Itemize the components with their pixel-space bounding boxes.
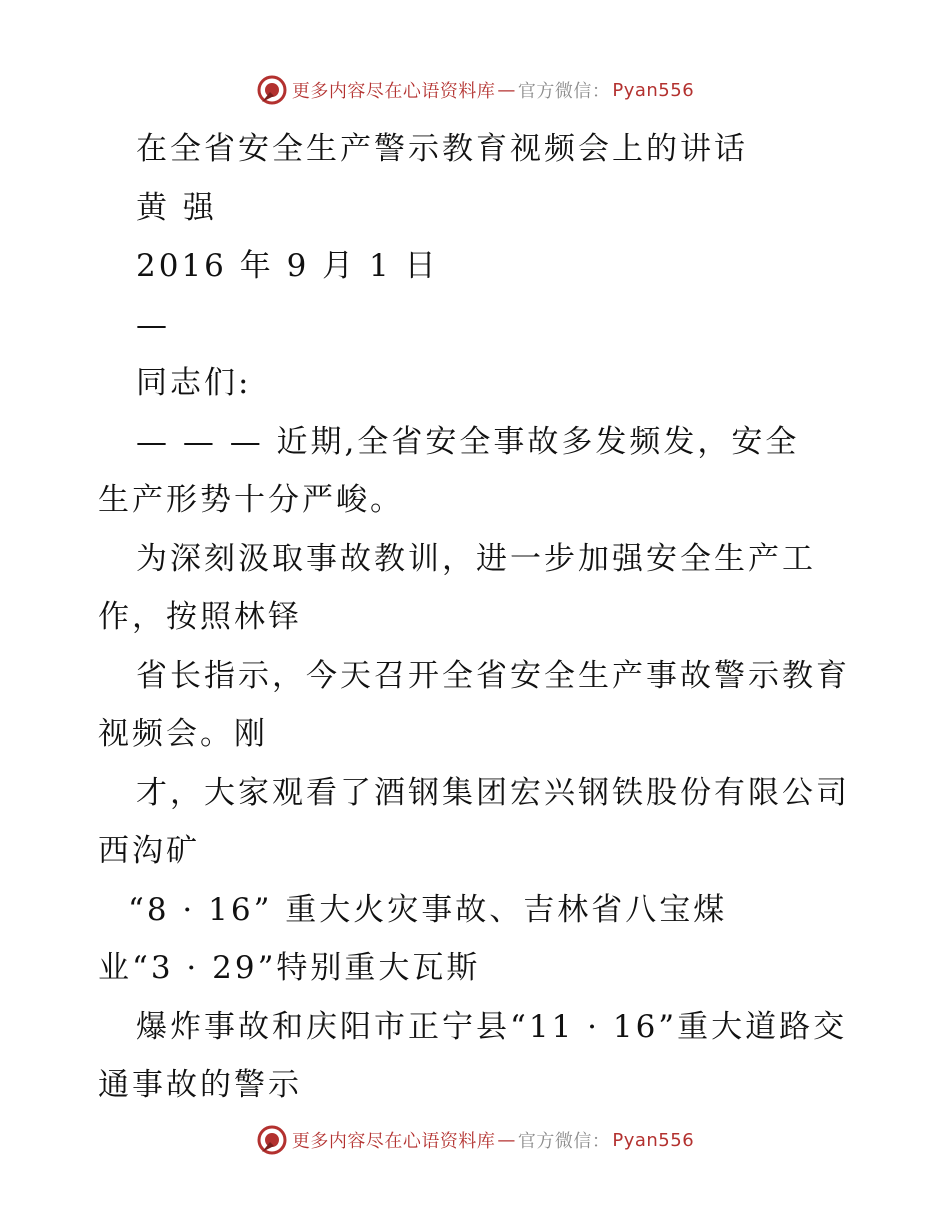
wechat-label: 官方微信： — [517, 1131, 611, 1152]
pen-logo-icon — [256, 74, 288, 106]
salutation: 同志们: — [136, 365, 252, 401]
header-banner — [0, 70, 950, 110]
text-line: 为深刻汲取事故教训，进一步加强安全生产工 — [136, 540, 816, 577]
banner-dash: — — [497, 79, 516, 101]
text-line: 省长指示，今天召开全省安全生产事故警示教育 — [136, 657, 850, 694]
banner-text: 更多内容尽在心语资料库 — [291, 1131, 496, 1152]
wechat-id: Pyan556 — [612, 1129, 695, 1151]
text-line: 爆炸事故和庆阳市正宁县“11 · 16”重大道路交 — [136, 1008, 848, 1045]
text-line: 通事故的警示 — [98, 1067, 302, 1103]
text-line: 业“3 · 29”特别重大瓦斯 — [98, 950, 481, 986]
text-line: 生产形势十分严峻。 — [98, 482, 404, 518]
text-line: “8 · 16” 重大火灾事故、吉林省八宝煤 — [128, 891, 728, 928]
wechat-id: Pyan556 — [612, 79, 695, 101]
document-separator: — — [136, 306, 170, 343]
text-line: — — — 近期,全省安全事故多发频发，安全 — [136, 423, 800, 460]
document-author: 黄 强 — [136, 189, 217, 226]
document-date: 2016 年 9 月 1 日 — [136, 248, 439, 284]
document-title: 在全省安全生产警示教育视频会上的讲话 — [136, 131, 748, 167]
text-line: 视频会。刚 — [98, 716, 268, 752]
text-line: 才，大家观看了酒钢集团宏兴钢铁股份有限公司 — [136, 774, 850, 811]
document-body — [98, 120, 858, 1115]
wechat-label: 官方微信： — [517, 81, 611, 102]
pen-logo-icon — [256, 1124, 288, 1156]
footer-banner — [0, 1120, 950, 1160]
speech-text — [98, 413, 858, 1115]
banner-dash: — — [497, 1129, 516, 1151]
banner-text: 更多内容尽在心语资料库 — [291, 81, 496, 102]
text-line: 作，按照林铎 — [98, 599, 302, 635]
text-line: 西沟矿 — [98, 833, 200, 869]
